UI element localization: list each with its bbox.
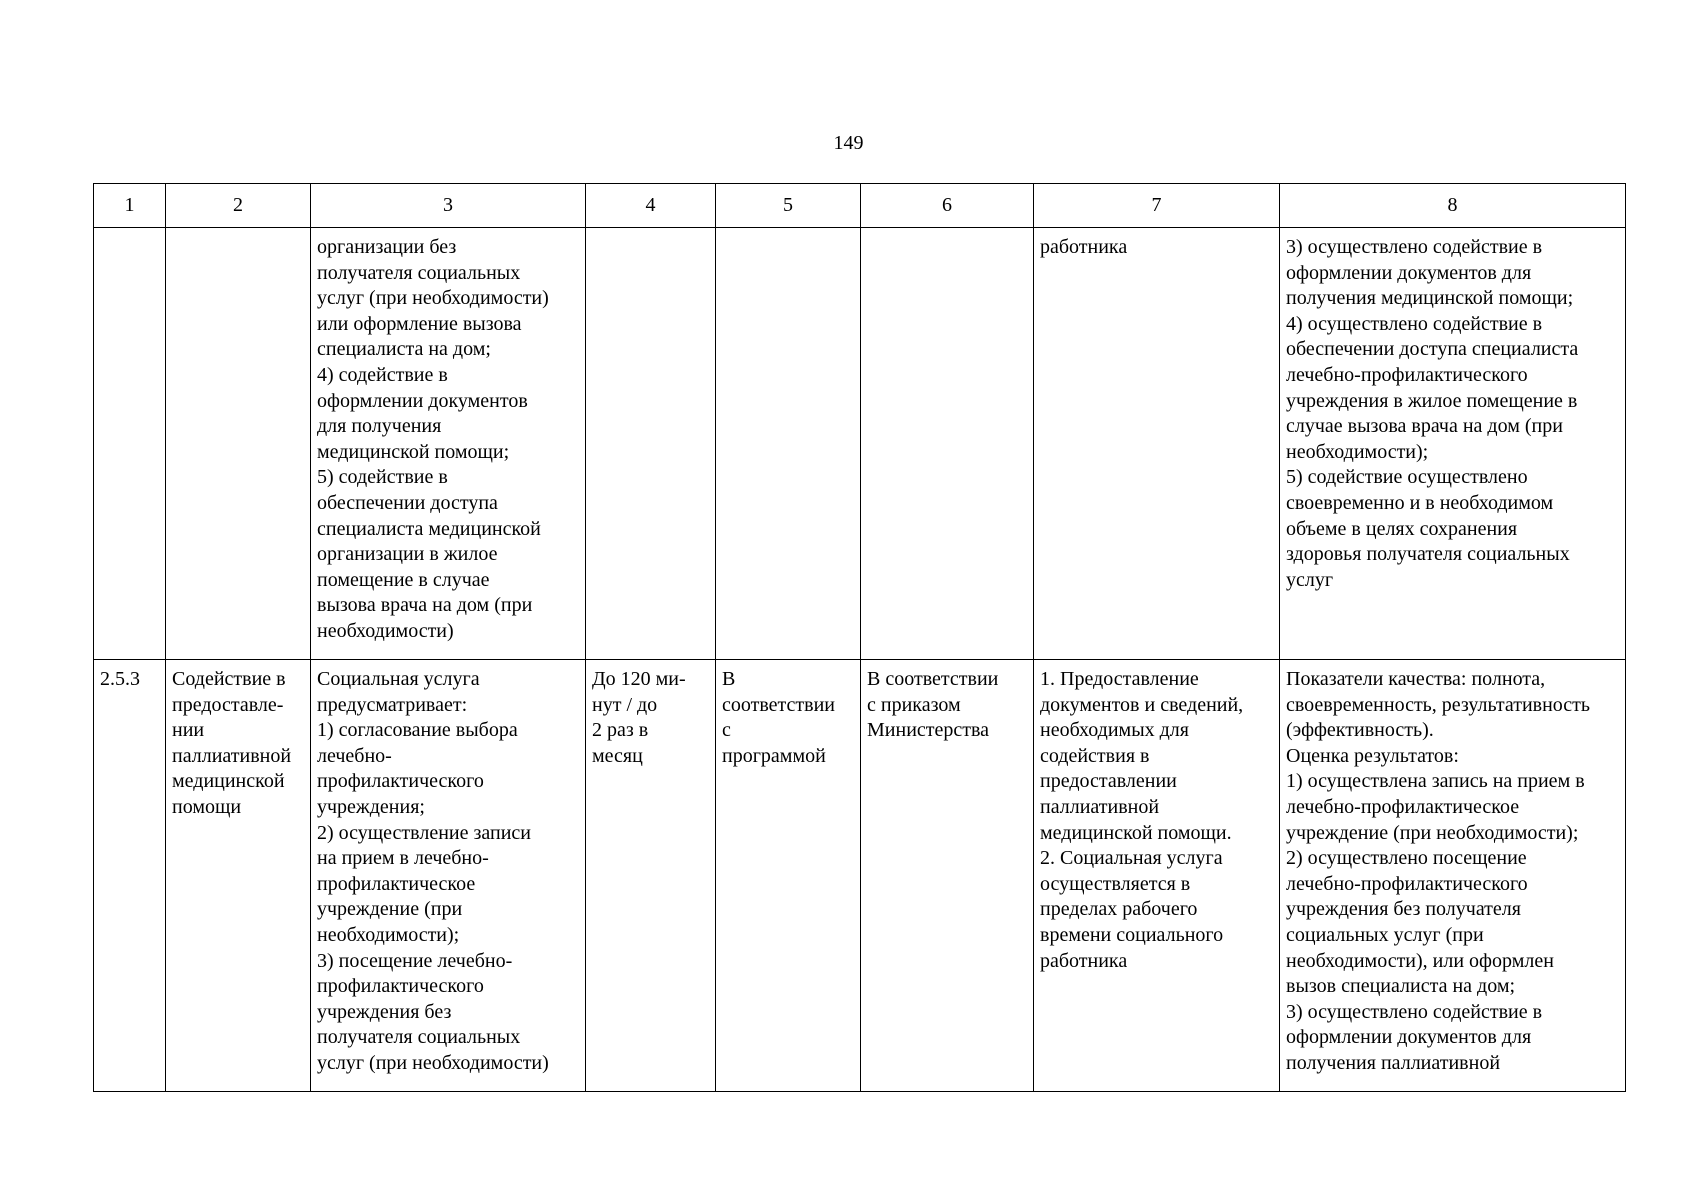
column-header-8: 8 bbox=[1280, 184, 1626, 228]
column-header-5: 5 bbox=[716, 184, 861, 228]
services-table bbox=[93, 183, 1626, 1092]
column-header-7: 7 bbox=[1034, 184, 1280, 228]
column-header-1: 1 bbox=[94, 184, 166, 228]
cell-schedule: В соответствии с программой bbox=[716, 660, 861, 1092]
cell-schedule bbox=[716, 228, 861, 660]
cell-duration bbox=[586, 228, 716, 660]
cell-duration: До 120 ми- нут / до 2 раз в месяц bbox=[586, 660, 716, 1092]
cell-number: 2.5.3 bbox=[94, 660, 166, 1092]
cell-number bbox=[94, 228, 166, 660]
cell-quality-indicators: Показатели качества: полнота, своевременность, результативность (эффективность). Оценка результатов: 1) осуществлена запись на прием в лечебно-профилактическое учреждение (при необходимости); 2) осуществлено посещение лечебно-профилактического учреждения без получателя социальных услуг (при необходимости), или оформлен вызов специалиста на дом; 3) осуществлено содействие в оформлении документов для получения паллиативной bbox=[1280, 660, 1626, 1092]
cell-service-name bbox=[166, 228, 311, 660]
column-header-6: 6 bbox=[861, 184, 1034, 228]
column-header-3: 3 bbox=[311, 184, 586, 228]
page-number: 149 bbox=[833, 132, 864, 154]
table-row bbox=[94, 660, 1626, 1092]
cell-service-name: Содействие в предоставле- нии паллиативной медицинской помощи bbox=[166, 660, 311, 1092]
cell-conditions: 1. Предоставление документов и сведений, необходимых для содействия в предоставлении паллиативной медицинской помощи. 2. Социальная услуга осуществляется в пределах рабочего времени социального работника bbox=[1034, 660, 1280, 1092]
cell-quality-indicators: 3) осуществлено содействие в оформлении документов для получения медицинской помощи; 4) осуществлено содействие в обеспечении доступа специалиста лечебно-профилактического учреждения в жилое помещение в случае вызова врача на дом (при необходимости); 5) содействие осуществлено своевременно и в необходимом объеме в целях сохранения здоровья получателя социальных услуг bbox=[1280, 228, 1626, 660]
column-header-4: 4 bbox=[586, 184, 716, 228]
cell-conditions: работника bbox=[1034, 228, 1280, 660]
table-row bbox=[94, 228, 1626, 660]
cell-tariff-basis bbox=[861, 228, 1034, 660]
table-header-row bbox=[94, 184, 1626, 228]
column-header-2: 2 bbox=[166, 184, 311, 228]
cell-service-description: организации без получателя социальных услуг (при необходимости) или оформление вызова специалиста на дом; 4) содействие в оформлении документов для получения медицинской помощи; 5) содействие в обеспечении доступа специалиста медицинской организации в жилое помещение в случае вызова врача на дом (при необходимости) bbox=[311, 228, 586, 660]
cell-tariff-basis: В соответствии с приказом Министерства bbox=[861, 660, 1034, 1092]
cell-service-description: Социальная услуга предусматривает: 1) согласование выбора лечебно- профилактического учреждения; 2) осуществление записи на прием в лечебно- профилактическое учреждение (при необходимости); 3) посещение лечебно- профилактического учреждения без получателя социальных услуг (при необходимости) bbox=[311, 660, 586, 1092]
